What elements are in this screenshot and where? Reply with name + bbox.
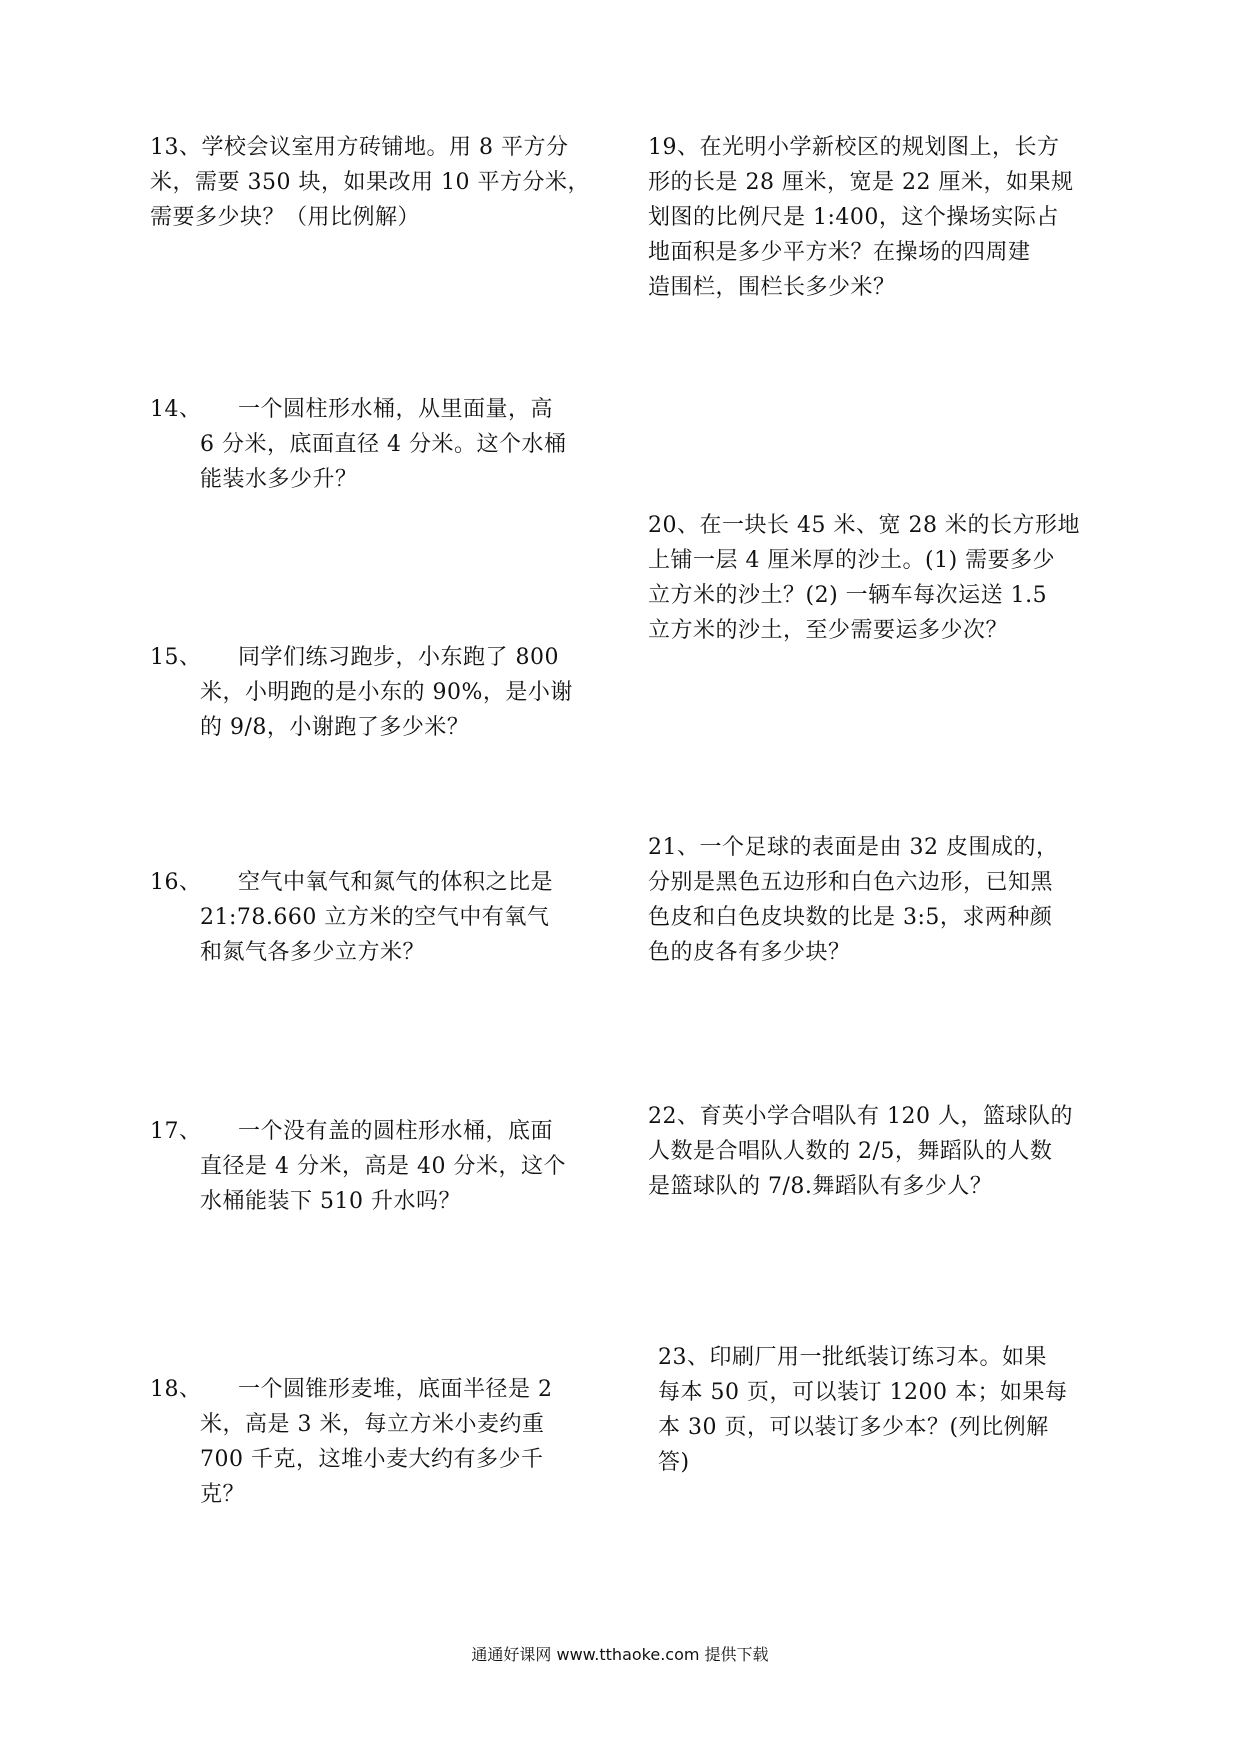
problem-18-number: 18、 (150, 1377, 202, 1402)
problem-13-number: 13、 (150, 135, 202, 160)
problem-16-number: 16、 (150, 870, 202, 895)
problem-22 (648, 1099, 1073, 1204)
problem-19-line-5: 造围栏，围栏长多少米？ (648, 275, 896, 300)
problem-21-line-3: 色皮和白色皮块数的比是 3:5，求两种颜 (648, 905, 1053, 930)
problem-23-line-4: 答) (658, 1450, 690, 1475)
problem-23-line-1: 23、印刷厂用一批纸装订练习本。如果 (658, 1345, 1047, 1370)
problem-21-line-2: 分别是黑色五边形和白色六边形，已知黑 (648, 870, 1054, 895)
problem-23-line-2: 每本 50 页，可以装订 1200 本；如果每 (658, 1380, 1068, 1405)
problem-17 (150, 1114, 566, 1219)
problem-17-line-2: 直径是 4 分米，高是 40 分米，这个 (200, 1154, 566, 1179)
problem-17-line-3: 水桶能装下 510 升水吗？ (200, 1189, 461, 1214)
problem-19-line-2: 形的长是 28 厘米，宽是 22 厘米，如果规 (648, 170, 1074, 195)
problem-18-line-1: 18、 一个圆锥形麦堆，底面半径是 2 (150, 1372, 553, 1407)
problem-13-line-3: 需要多少块？（用比例解） (150, 205, 421, 230)
problem-16-line-1: 16、 空气中氧气和氮气的体积之比是 (150, 865, 553, 900)
problem-17-number: 17、 (150, 1119, 202, 1144)
problem-23-line-3: 本 30 页，可以装订多少本？(列比例解 (658, 1415, 1049, 1440)
problem-14-line-1: 14、 一个圆柱形水桶，从里面量，高 (150, 392, 566, 427)
problem-14 (150, 392, 566, 497)
problem-19-line-3: 划图的比例尺是 1:400，这个操场实际占 (648, 205, 1059, 230)
problem-15-number: 15、 (150, 645, 202, 670)
problem-20-line-2: 上铺一层 4 厘米厚的沙土。(1) 需要多少 (648, 548, 1056, 573)
problem-16-line-3: 和氮气各多少立方米？ (200, 940, 426, 965)
problem-16-line-2: 21:78.660 立方米的空气中有氧气 (200, 905, 550, 930)
problem-13-line-2: 米，需要 350 块，如果改用 10 平方分米， (150, 170, 590, 195)
problem-20-line-4: 立方米的沙土，至少需要运多少次？ (648, 618, 1009, 643)
problem-22-line-1: 22、育英小学合唱队有 120 人，篮球队的 (648, 1104, 1073, 1129)
problem-14-line-2: 6 分米，底面直径 4 分米。这个水桶 (200, 432, 567, 457)
problem-18-line-4: 克？ (200, 1482, 246, 1507)
problem-20-line-3: 立方米的沙土？(2) 一辆车每次运送 1.5 (648, 583, 1048, 608)
problem-21-line-4: 色的皮各有多少块？ (648, 940, 851, 965)
problem-13-line-1: 13、学校会议室用方砖铺地。用 8 平方分 (150, 130, 590, 165)
problem-19-line-1: 19、在光明小学新校区的规划图上，长方 (648, 135, 1060, 160)
problem-18 (150, 1372, 553, 1512)
problem-21 (648, 830, 1058, 970)
page-footer: 通通好课网 www.tthaoke.com 提供下载 (471, 1645, 769, 1664)
problem-21-line-1: 21、一个足球的表面是由 32 皮围成的， (648, 835, 1059, 860)
problem-13 (150, 130, 590, 235)
problem-16 (150, 865, 553, 970)
problem-19 (648, 130, 1073, 305)
problem-17-line-1: 17、 一个没有盖的圆柱形水桶，底面 (150, 1114, 566, 1149)
problem-20 (648, 508, 1080, 648)
problem-22-line-3: 是篮球队的 7/8.舞蹈队有多少人？ (648, 1174, 993, 1199)
problem-15-line-2: 米，小明跑的是小东的 90%，是小谢 (200, 680, 573, 705)
problem-14-line-3: 能装水多少升？ (200, 467, 358, 492)
problem-15-line-3: 的 9/8，小谢跑了多少米？ (200, 715, 470, 740)
problem-15 (150, 640, 573, 745)
problem-18-line-3: 700 千克，这堆小麦大约有多少千 (200, 1447, 544, 1472)
problem-18-line-2: 米，高是 3 米，每立方米小麦约重 (200, 1412, 545, 1437)
problem-22-line-2: 人数是合唱队人数的 2/5，舞蹈队的人数 (648, 1139, 1053, 1164)
problem-20-line-1: 20、在一块长 45 米、宽 28 米的长方形地 (648, 513, 1080, 538)
problem-14-number: 14、 (150, 397, 202, 422)
problem-15-line-1: 15、 同学们练习跑步，小东跑了 800 (150, 640, 573, 675)
problem-19-line-4: 地面积是多少平方米？在操场的四周建 (648, 240, 1031, 265)
problem-23 (658, 1340, 1067, 1480)
